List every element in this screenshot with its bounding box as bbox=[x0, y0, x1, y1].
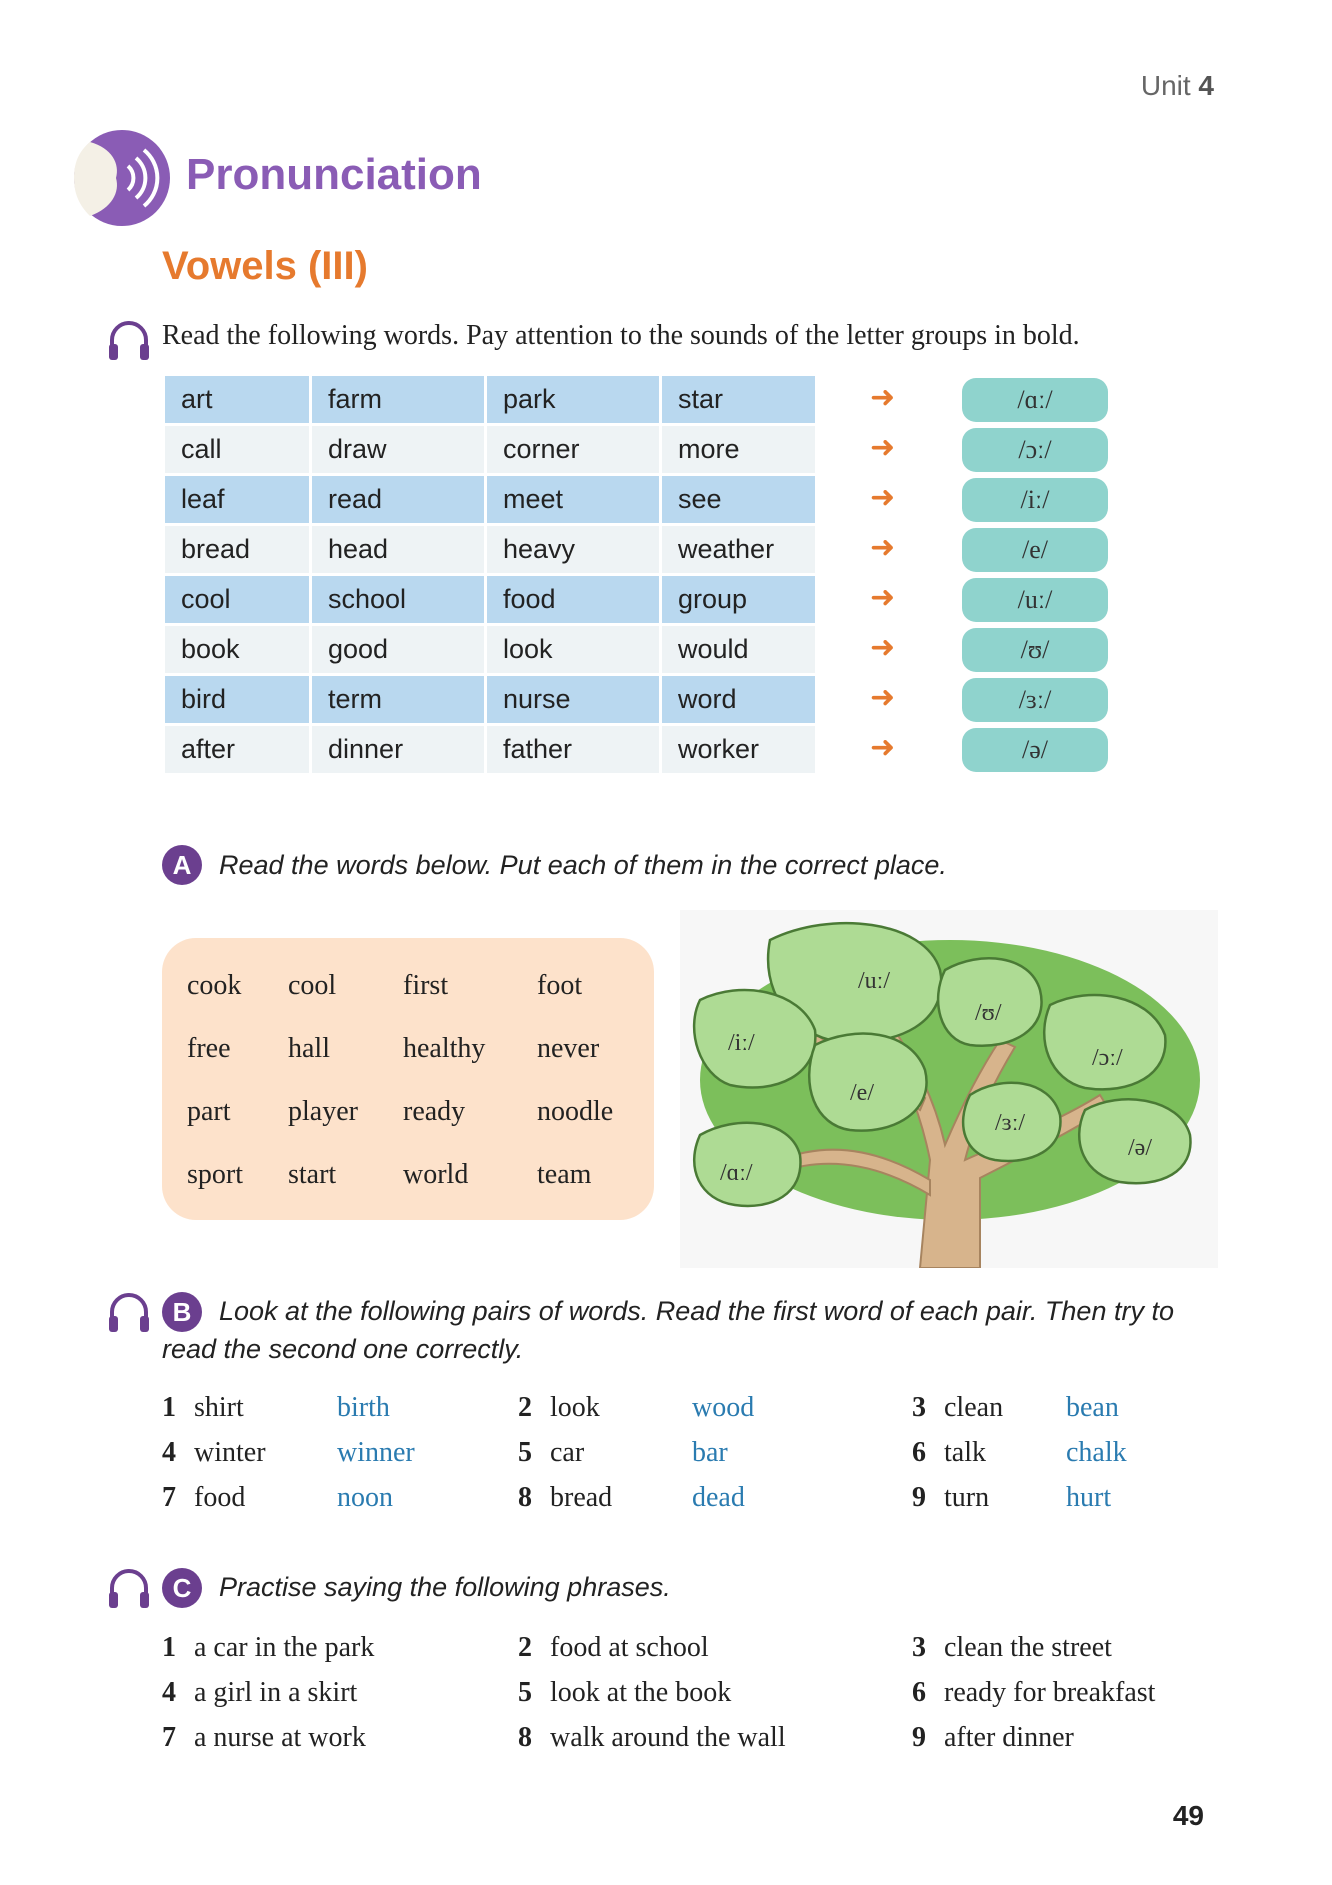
pair-item bbox=[518, 1437, 584, 1469]
phrase-item bbox=[162, 1722, 366, 1754]
word-box-item: player bbox=[288, 1096, 358, 1127]
pair-item bbox=[912, 1482, 989, 1514]
pair-number: 4 bbox=[162, 1437, 176, 1468]
phrase-number: 1 bbox=[162, 1632, 176, 1663]
vowel-row bbox=[165, 576, 815, 623]
section-title: Pronunciation bbox=[186, 150, 482, 199]
pair-number: 3 bbox=[912, 1392, 926, 1423]
phrase-number: 5 bbox=[518, 1677, 532, 1708]
phrase-item bbox=[912, 1722, 1074, 1754]
pair-second-word: noon bbox=[337, 1482, 393, 1513]
pair-number: 9 bbox=[912, 1482, 926, 1513]
vowel-word: farm bbox=[312, 376, 484, 423]
pair-first-word: clean bbox=[944, 1392, 1004, 1423]
vowel-table bbox=[162, 373, 818, 776]
sound-pill: /uː/ bbox=[962, 578, 1108, 622]
pair-first-word: shirt bbox=[194, 1392, 244, 1423]
intro-instruction: Read the following words. Pay attention to the sounds of the letter groups in bold. bbox=[162, 320, 1080, 351]
sound-pill: /ə/ bbox=[962, 728, 1108, 772]
vowel-word: more bbox=[662, 426, 815, 473]
arrow-right-icon: ➜ bbox=[870, 581, 896, 614]
vowel-word: food bbox=[487, 576, 659, 623]
arrow-right-icon: ➜ bbox=[870, 681, 896, 714]
vowel-row bbox=[165, 426, 815, 473]
phrase-item bbox=[518, 1677, 731, 1709]
phrase-text: after dinner bbox=[944, 1722, 1074, 1753]
vowel-row bbox=[165, 726, 815, 773]
phrase-item bbox=[912, 1632, 1112, 1664]
exercise-b-instruction-line1: Look at the following pairs of words. Read the first word of each pair. Then try to bbox=[219, 1296, 1174, 1326]
word-box-item: sport bbox=[187, 1159, 243, 1190]
pair-number: 8 bbox=[518, 1482, 532, 1513]
exercise-b-instruction-line2: read the second one correctly. bbox=[162, 1334, 524, 1364]
vowel-word: see bbox=[662, 476, 815, 523]
arrow-right-icon: ➜ bbox=[870, 631, 896, 664]
phrase-text: food at school bbox=[550, 1632, 709, 1663]
pair-number: 5 bbox=[518, 1437, 532, 1468]
pair-number: 1 bbox=[162, 1392, 176, 1423]
headphones-icon[interactable] bbox=[106, 318, 152, 364]
word-box-item: part bbox=[187, 1096, 231, 1127]
pair-item bbox=[162, 1482, 245, 1514]
vowel-row bbox=[165, 626, 815, 673]
word-box-item: free bbox=[187, 1033, 231, 1064]
tree-leaf-label: /e/ bbox=[850, 1080, 874, 1106]
tree-leaf-label: /uː/ bbox=[858, 968, 891, 994]
sound-pill: /ʊ/ bbox=[962, 628, 1108, 672]
vowel-row bbox=[165, 676, 815, 723]
vowel-word: book bbox=[165, 626, 309, 673]
phrase-text: look at the book bbox=[550, 1677, 732, 1708]
vowel-word: art bbox=[165, 376, 309, 423]
vowel-word: term bbox=[312, 676, 484, 723]
pair-second-word: winner bbox=[337, 1437, 415, 1468]
vowel-word: corner bbox=[487, 426, 659, 473]
pair-item bbox=[912, 1392, 1003, 1424]
pair-first-word: turn bbox=[944, 1482, 990, 1513]
exercise-a-instruction: Read the words below. Put each of them in the correct place. bbox=[219, 850, 947, 880]
word-box-item: never bbox=[537, 1033, 600, 1064]
pair-second-word: wood bbox=[692, 1392, 755, 1423]
arrow-right-icon: ➜ bbox=[870, 731, 896, 764]
phrase-number: 2 bbox=[518, 1632, 532, 1663]
pair-second-word: bar bbox=[692, 1437, 728, 1468]
pair-item bbox=[518, 1392, 600, 1424]
pair-first-word: winter bbox=[194, 1437, 266, 1468]
phrase-number: 7 bbox=[162, 1722, 176, 1753]
pair-item bbox=[912, 1437, 986, 1469]
phrase-item bbox=[518, 1722, 786, 1754]
pair-second-word: hurt bbox=[1066, 1482, 1112, 1513]
phrase-item bbox=[912, 1677, 1155, 1709]
vowel-row bbox=[165, 376, 815, 423]
vowel-word: father bbox=[487, 726, 659, 773]
vowel-word: leaf bbox=[165, 476, 309, 523]
pair-second-word: dead bbox=[692, 1482, 745, 1513]
sound-pill: /iː/ bbox=[962, 478, 1108, 522]
vowel-word: dinner bbox=[312, 726, 484, 773]
pair-second-word: bean bbox=[1066, 1392, 1119, 1423]
pair-first-word: food bbox=[194, 1482, 246, 1513]
pair-number: 7 bbox=[162, 1482, 176, 1513]
word-box-item: start bbox=[288, 1159, 337, 1190]
vowel-word: worker bbox=[662, 726, 815, 773]
word-box-item: foot bbox=[537, 970, 583, 1001]
exercise-c-instruction: Practise saying the following phrases. bbox=[219, 1572, 671, 1602]
word-box-item: world bbox=[403, 1159, 469, 1190]
phrase-number: 9 bbox=[912, 1722, 926, 1753]
word-box-item: hall bbox=[288, 1033, 330, 1064]
unit-label: Unit 4 bbox=[1140, 70, 1214, 101]
phrase-text: clean the street bbox=[944, 1632, 1112, 1663]
vowel-word: good bbox=[312, 626, 484, 673]
vowel-word: head bbox=[312, 526, 484, 573]
tree-leaf-label: /iː/ bbox=[728, 1030, 755, 1056]
tree-leaf-label: /ɑː/ bbox=[720, 1160, 753, 1186]
phrase-number: 6 bbox=[912, 1677, 926, 1708]
phrase-number: 3 bbox=[912, 1632, 926, 1663]
arrow-right-icon: ➜ bbox=[870, 531, 896, 564]
pair-item bbox=[162, 1392, 244, 1424]
exercise-b-badge: B bbox=[162, 1292, 202, 1332]
phrase-number: 8 bbox=[518, 1722, 532, 1753]
phrase-text: walk around the wall bbox=[550, 1722, 786, 1753]
vowel-word: cool bbox=[165, 576, 309, 623]
vowel-word: bird bbox=[165, 676, 309, 723]
pronunciation-icon bbox=[72, 128, 172, 228]
pair-second-word: chalk bbox=[1066, 1437, 1127, 1468]
vowel-word: heavy bbox=[487, 526, 659, 573]
word-box-item: noodle bbox=[537, 1096, 614, 1127]
phrase-text: a car in the park bbox=[194, 1632, 375, 1663]
sound-pill: /ɑː/ bbox=[962, 378, 1108, 422]
phrase-number: 4 bbox=[162, 1677, 176, 1708]
tree-leaf-label: /ə/ bbox=[1128, 1135, 1152, 1161]
vowel-word: weather bbox=[662, 526, 815, 573]
vowel-word: star bbox=[662, 376, 815, 423]
pair-first-word: bread bbox=[550, 1482, 613, 1513]
sound-pill: /ɜː/ bbox=[962, 678, 1108, 722]
phrase-item bbox=[518, 1632, 709, 1664]
word-box-item: first bbox=[403, 970, 449, 1001]
vowel-word: bread bbox=[165, 526, 309, 573]
arrow-right-icon: ➜ bbox=[870, 481, 896, 514]
pair-item bbox=[162, 1437, 266, 1469]
vowel-word: would bbox=[662, 626, 815, 673]
phrase-item bbox=[162, 1677, 357, 1709]
word-box-item: cool bbox=[288, 970, 337, 1001]
pair-first-word: car bbox=[550, 1437, 585, 1468]
tree-leaf-label: /ʊ/ bbox=[975, 1000, 1002, 1026]
arrow-right-icon: ➜ bbox=[870, 431, 896, 464]
word-box-item: healthy bbox=[403, 1033, 486, 1064]
word-box-item: team bbox=[537, 1159, 592, 1190]
vowel-word: school bbox=[312, 576, 484, 623]
page-number: 49 bbox=[1172, 1800, 1204, 1831]
headphones-icon[interactable] bbox=[106, 1566, 152, 1612]
sound-pill: /e/ bbox=[962, 528, 1108, 572]
vowel-word: park bbox=[487, 376, 659, 423]
word-box-item: cook bbox=[187, 970, 242, 1001]
pair-number: 6 bbox=[912, 1437, 926, 1468]
pair-item bbox=[518, 1482, 612, 1514]
sound-pill: /ɔː/ bbox=[962, 428, 1108, 472]
vowel-word: nurse bbox=[487, 676, 659, 723]
exercise-a-badge: A bbox=[162, 845, 202, 885]
vowel-word: word bbox=[662, 676, 815, 723]
vowel-word: call bbox=[165, 426, 309, 473]
pair-first-word: look bbox=[550, 1392, 600, 1423]
vowel-row bbox=[165, 526, 815, 573]
arrow-right-icon: ➜ bbox=[870, 381, 896, 414]
vowel-row bbox=[165, 476, 815, 523]
vowel-word: look bbox=[487, 626, 659, 673]
phrase-item bbox=[162, 1632, 374, 1664]
vowel-tree-illustration bbox=[680, 910, 1218, 1268]
phrase-text: a nurse at work bbox=[194, 1722, 366, 1753]
vowel-word: group bbox=[662, 576, 815, 623]
pair-second-word: birth bbox=[337, 1392, 390, 1423]
phrase-text: ready for breakfast bbox=[944, 1677, 1156, 1708]
phrase-text: a girl in a skirt bbox=[194, 1677, 358, 1708]
section-subtitle: Vowels (III) bbox=[162, 244, 368, 288]
tree-leaf-label: /ɜː/ bbox=[995, 1110, 1026, 1136]
vowel-word: after bbox=[165, 726, 309, 773]
vowel-word: meet bbox=[487, 476, 659, 523]
word-box-item: ready bbox=[403, 1096, 466, 1127]
exercise-c-badge: C bbox=[162, 1568, 202, 1608]
vowel-word: read bbox=[312, 476, 484, 523]
headphones-icon[interactable] bbox=[106, 1290, 152, 1336]
pair-first-word: talk bbox=[944, 1437, 986, 1468]
tree-leaf-label: /ɔː/ bbox=[1092, 1045, 1123, 1071]
pair-number: 2 bbox=[518, 1392, 532, 1423]
vowel-word: draw bbox=[312, 426, 484, 473]
